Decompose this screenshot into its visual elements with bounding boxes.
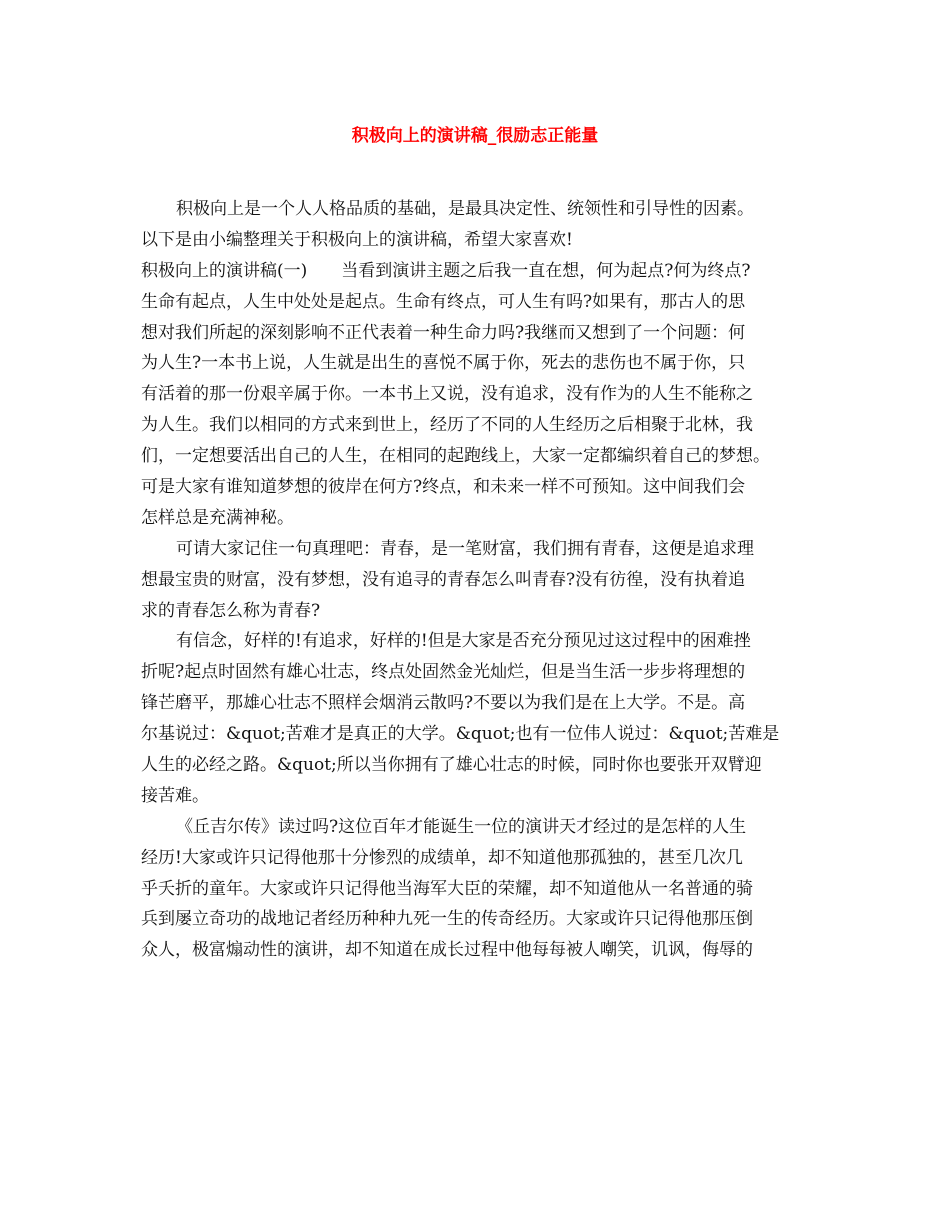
text-line: 《丘吉尔传》读过吗?这位百年才能诞生一位的演讲天才经过的是怎样的人生 bbox=[176, 816, 747, 837]
document-body bbox=[141, 194, 833, 966]
text-line: 怎样总是充满神秘。 bbox=[141, 507, 294, 528]
document-title: 积极向上的演讲稿_很励志正能量 bbox=[351, 126, 599, 146]
text-line: 为人生?一本书上说，人生就是出生的喜悦不属于你，死去的悲伤也不属于你，只 bbox=[141, 353, 746, 374]
text-line: 积极向上是一个人人格品质的基础，是最具决定性、统领性和引导性的因素。 bbox=[176, 199, 754, 219]
text-line: 人生的必经之路。&quot;所以当你拥有了雄心壮志的时候，同时你也要张开双臂迎 bbox=[141, 755, 762, 776]
text-line: 经历!大家或许只记得他那十分惨烈的成绩单，却不知道他那孤独的，甚至几次几 bbox=[141, 847, 743, 868]
text-line: 积极向上的演讲稿(一) 当看到演讲主题之后我一直在想，何为起点?何为终点? bbox=[141, 260, 751, 281]
text-line: 兵到屡立奇功的战地记者经历种种九死一生的传奇经历。大家或许只记得他那压倒 bbox=[141, 909, 753, 930]
text-line: 求的青春怎么称为青春? bbox=[141, 600, 321, 621]
text-line: 接苦难。 bbox=[141, 785, 209, 806]
text-line: 锋芒磨平，那雄心壮志不照样会烟消云散吗?不要以为我们是在上大学。不是。高 bbox=[141, 693, 746, 714]
text-line: 为人生。我们以相同的方式来到世上，经历了不同的人生经历之后相聚于北林，我 bbox=[141, 415, 753, 436]
text-line: 想对我们所起的深刻影响不正代表着一种生命力吗?我继而又想到了一个问题：何 bbox=[141, 322, 746, 343]
text-line: 以下是由小编整理关于积极向上的演讲稿，希望大家喜欢! bbox=[141, 229, 573, 250]
text-line: 乎夭折的童年。大家或许只记得他当海军大臣的荣耀，却不知道他从一名普通的骑 bbox=[141, 878, 753, 899]
text-line: 生命有起点，人生中处处是起点。生命有终点，可人生有吗?如果有，那古人的思 bbox=[141, 291, 746, 312]
text-line: 们，一定想要活出自己的人生，在相同的起跑线上，大家一定都编织着自己的梦想。 bbox=[141, 446, 770, 467]
text-line: 可请大家记住一句真理吧：青春，是一笔财富，我们拥有青春，这便是追求理 bbox=[176, 538, 754, 559]
text-line: 有活着的那一份艰辛属于你。一本书上又说，没有追求，没有作为的人生不能称之 bbox=[141, 384, 753, 405]
text-line: 折呢?起点时固然有雄心壮志，终点处固然金光灿烂，但是当生活一步步将理想的 bbox=[141, 662, 746, 683]
text-line: 想最宝贵的财富，没有梦想，没有追寻的青春怎么叫青春?没有彷徨，没有执着追 bbox=[141, 569, 746, 590]
text-line: 可是大家有谁知道梦想的彼岸在何方?终点，和未来一样不可预知。这中间我们会 bbox=[141, 477, 746, 498]
text-line: 尔基说过：&quot;苦难才是真正的大学。&quot;也有一位伟人说过：&quot;苦难是 bbox=[141, 724, 780, 745]
text-line: 众人，极富煽动性的演讲，却不知道在成长过程中他每每被人嘲笑，讥讽，侮辱的 bbox=[141, 940, 753, 961]
text-line: 有信念，好样的!有追求，好样的!但是大家是否充分预见过这过程中的困难挫 bbox=[176, 631, 751, 652]
